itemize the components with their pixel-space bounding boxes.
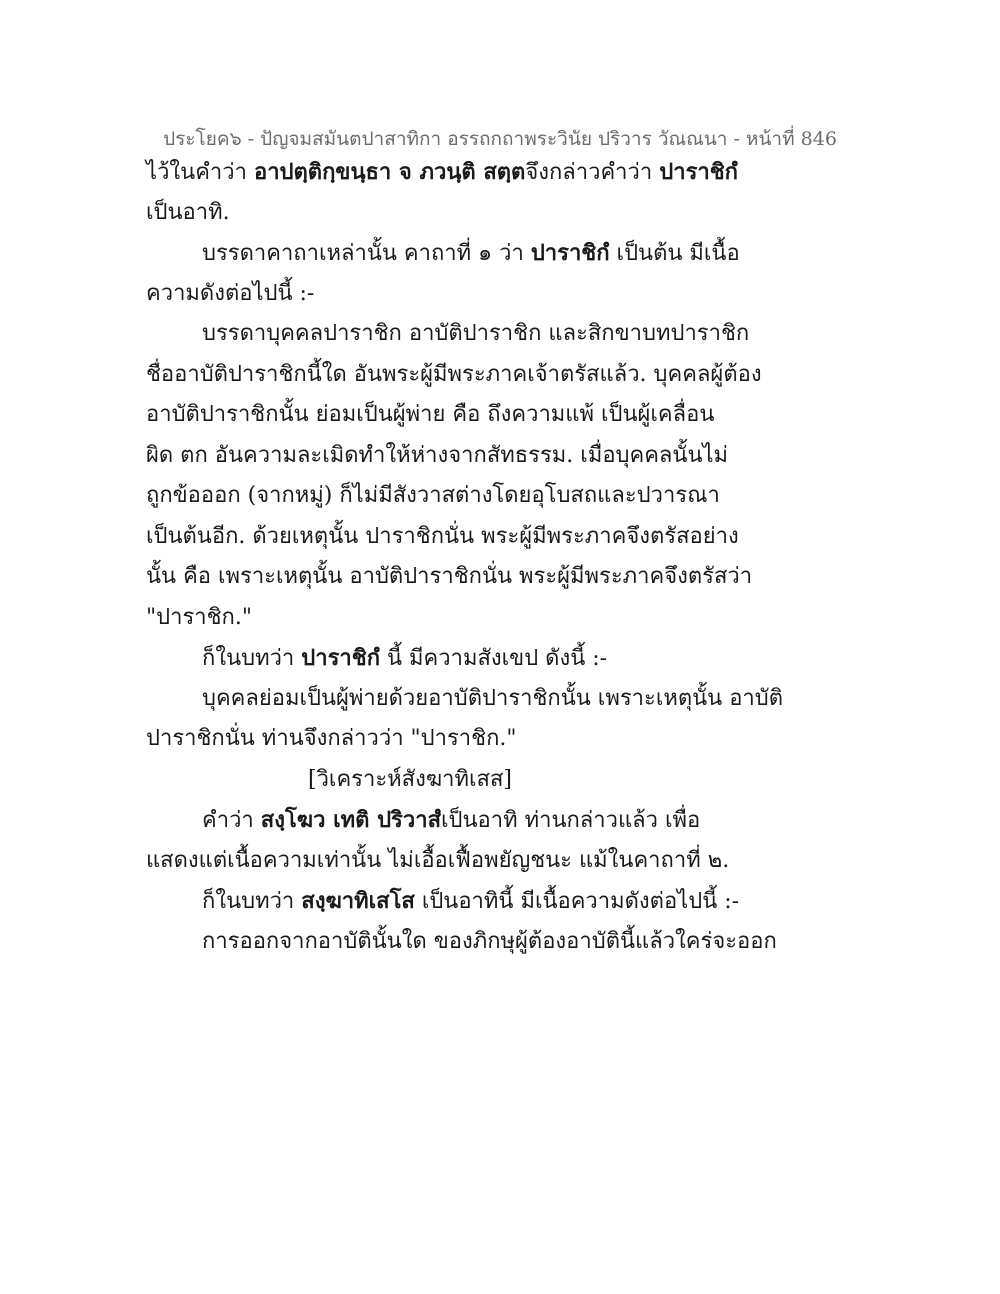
section-heading: [วิเคราะห์สังฆาทิเสส] <box>308 766 512 792</box>
text-line: บรรดาบุคคลปาราชิก อาบัติปาราชิก และสิกขาบทปาราชิก <box>202 321 750 346</box>
text-line: เป็นอาทิ. <box>146 199 230 225</box>
text-line: อาบัติปาราชิกนั้น ย่อมเป็นผู้พ่าย คือ ถึงความแพ้ เป็นผู้เคลื่อน <box>146 402 715 427</box>
body-text <box>146 152 866 962</box>
text-line: บุคคลย่อมเป็นผู้พ่ายด้วยอาบัติปาราชิกนั้น เพราะเหตุนั้น อาบัติ <box>202 685 784 711</box>
text-line: บรรดาคาถาเหล่านั้น คาถาที่ ๑ ว่า ปาราชิกํ เป็นต้น มีเนื้อ <box>202 240 740 266</box>
text-line: ถูกข้อออก (จากหมู่) ก็ไม่มีสังวาสต่างโดยอุโบสถและปวารณา <box>146 483 720 508</box>
text-line: ปาราชิกนั่น ท่านจึงกล่าวว่า "ปาราชิก." <box>146 726 517 751</box>
text-line: แสดงแต่เนื้อความเท่านั้น ไม่เอื้อเฟื้อพยัญชนะ แม้ในคาถาที่ ๒. <box>146 847 730 873</box>
text-line: "ปาราชิก." <box>146 604 252 630</box>
text-line: นั้น คือ เพราะเหตุนั้น อาบัติปาราชิกนั่น พระผู้มีพระภาคจึงตรัสว่า <box>146 564 753 589</box>
text-line: ชื่ออาบัติปาราชิกนี้ใด อันพระผู้มีพระภาคเจ้าตรัสแล้ว. บุคคลผู้ต้อง <box>146 361 762 387</box>
page-header: ประโยค๖ - ปัญจมสมันตปาสาทิกา อรรถกถาพระวินัย ปริวาร วัณณนา - หน้าที่ 846 <box>163 128 837 150</box>
text-line: เป็นต้นอีก. ด้วยเหตุนั้น ปาราชิกนั่น พระผู้มีพระภาคจึงตรัสอย่าง <box>146 523 739 549</box>
text-line: ผิด ตก อันความละเมิดทำให้ห่างจากสัทธรรม. เมื่อบุคคลนั้นไม่ <box>146 442 729 468</box>
text-line: การออกจากอาบัตินั้นใด ของภิกษุผู้ต้องอาบัตินี้แล้วใคร่จะออก <box>202 928 777 954</box>
text-line: ก็ในบทว่า สงฺฆาทิเสโส เป็นอาทินี้ มีเนื้อความดังต่อไปนี้ :- <box>202 888 740 914</box>
text-line: ไว้ในคำว่า อาปตฺติกฺขนฺธา จ ภวนฺติ สตฺตจึงกล่าวคำว่า ปาราชิกํ <box>146 159 738 185</box>
text-line: คำว่า สงฺโฆว เทติ ปริวาสํเป็นอาทิ ท่านกล่าวแล้ว เพื่อ <box>202 807 701 833</box>
text-line: ก็ในบทว่า ปาราชิกํ นี้ มีความสังเขป ดังนี้ :- <box>202 645 608 671</box>
text-line: ความดังต่อไปนี้ :- <box>146 280 315 306</box>
